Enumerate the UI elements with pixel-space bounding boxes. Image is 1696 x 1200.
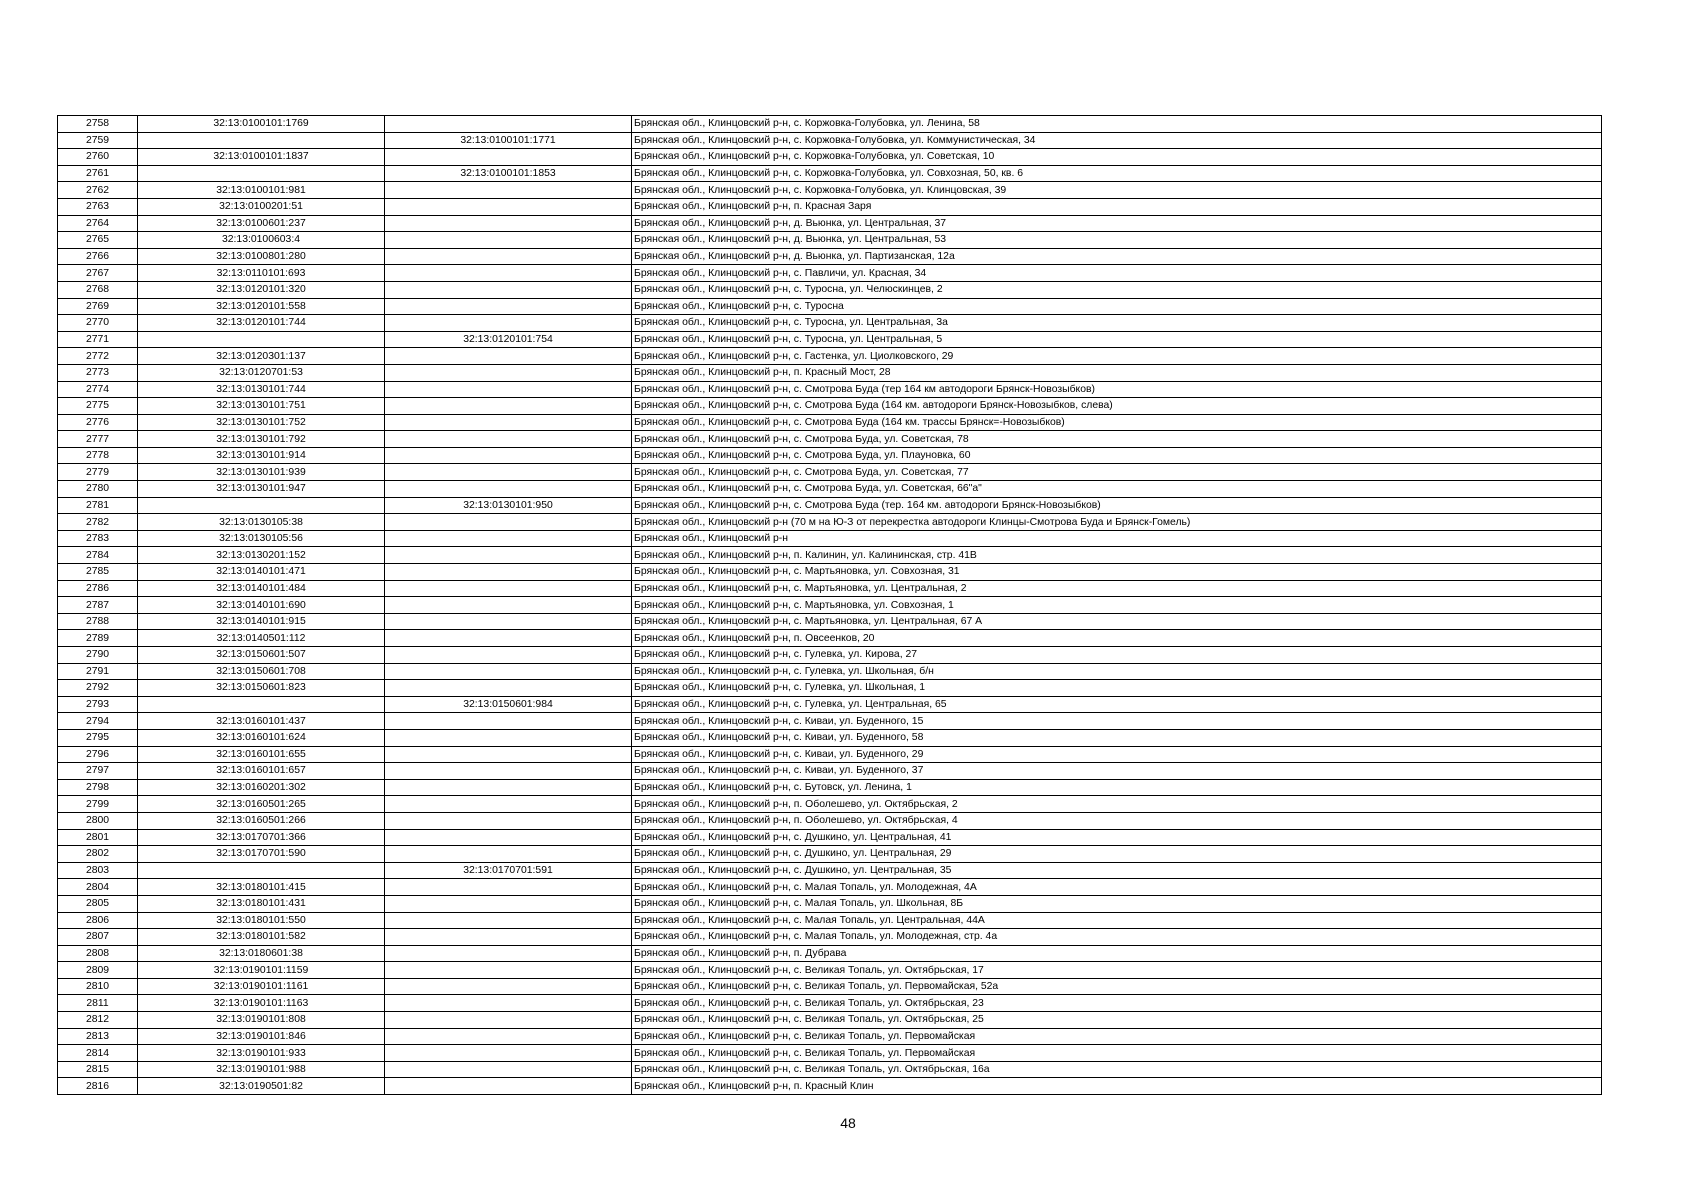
cadastral-number-cell: 32:13:0180101:431 bbox=[138, 895, 385, 912]
cadastral-number-alt-cell bbox=[385, 265, 632, 282]
address-cell: Брянская обл., Клинцовский р-н (70 м на Ю-З от перекрестка автодороги Клинцы-Смотрова Буда и Брянск-Гомель) bbox=[632, 514, 1602, 531]
table-row bbox=[58, 132, 1602, 149]
table-row bbox=[58, 763, 1602, 780]
row-number-cell: 2802 bbox=[58, 846, 138, 863]
cadastral-number-alt-cell bbox=[385, 381, 632, 398]
row-number-cell: 2767 bbox=[58, 265, 138, 282]
cadastral-number-alt-cell bbox=[385, 779, 632, 796]
cadastral-number-cell: 32:13:0140101:915 bbox=[138, 613, 385, 630]
row-number-cell: 2812 bbox=[58, 1012, 138, 1029]
cadastral-number-alt-cell bbox=[385, 962, 632, 979]
table-row bbox=[58, 381, 1602, 398]
row-number-cell: 2816 bbox=[58, 1078, 138, 1095]
cadastral-number-cell: 32:13:0100601:237 bbox=[138, 215, 385, 232]
cadastral-number-cell: 32:13:0100801:280 bbox=[138, 248, 385, 265]
cadastral-number-alt-cell bbox=[385, 763, 632, 780]
cadastral-number-cell: 32:13:0180101:582 bbox=[138, 929, 385, 946]
address-cell: Брянская обл., Клинцовский р-н, с. Душкино, ул. Центральная, 35 bbox=[632, 862, 1602, 879]
cadastral-number-cell: 32:13:0150601:823 bbox=[138, 680, 385, 697]
cadastral-number-cell: 32:13:0160101:437 bbox=[138, 713, 385, 730]
row-number-cell: 2761 bbox=[58, 165, 138, 182]
cadastral-number-alt-cell bbox=[385, 281, 632, 298]
cadastral-number-cell: 32:13:0190101:808 bbox=[138, 1012, 385, 1029]
address-cell: Брянская обл., Клинцовский р-н, с. Туросна, ул. Центральная, 3а bbox=[632, 315, 1602, 332]
cadastral-number-alt-cell bbox=[385, 298, 632, 315]
cadastral-number-cell: 32:13:0130101:947 bbox=[138, 481, 385, 498]
row-number-cell: 2788 bbox=[58, 613, 138, 630]
row-number-cell: 2810 bbox=[58, 978, 138, 995]
table-row bbox=[58, 978, 1602, 995]
cadastral-number-alt-cell bbox=[385, 663, 632, 680]
cadastral-number-cell: 32:13:0180101:415 bbox=[138, 879, 385, 896]
table-row bbox=[58, 315, 1602, 332]
row-number-cell: 2782 bbox=[58, 514, 138, 531]
row-number-cell: 2807 bbox=[58, 929, 138, 946]
cadastral-number-alt-cell: 32:13:0170701:591 bbox=[385, 862, 632, 879]
cadastral-number-alt-cell bbox=[385, 315, 632, 332]
table-row bbox=[58, 680, 1602, 697]
address-cell: Брянская обл., Клинцовский р-н, п. Калинин, ул. Калининская, стр. 41В bbox=[632, 547, 1602, 564]
table-row bbox=[58, 248, 1602, 265]
row-number-cell: 2814 bbox=[58, 1045, 138, 1062]
cadastral-number-alt-cell bbox=[385, 564, 632, 581]
table-row bbox=[58, 696, 1602, 713]
table-row bbox=[58, 713, 1602, 730]
cadastral-number-cell bbox=[138, 696, 385, 713]
address-cell: Брянская обл., Клинцовский р-н, с. Великая Топаль, ул. Первомайская bbox=[632, 1045, 1602, 1062]
address-cell: Брянская обл., Клинцовский р-н, с. Мартьяновка, ул. Центральная, 2 bbox=[632, 580, 1602, 597]
row-number-cell: 2803 bbox=[58, 862, 138, 879]
cadastral-number-alt-cell bbox=[385, 912, 632, 929]
cadastral-number-alt-cell bbox=[385, 198, 632, 215]
table-row bbox=[58, 281, 1602, 298]
table-row bbox=[58, 879, 1602, 896]
cadastral-number-alt-cell bbox=[385, 431, 632, 448]
cadastral-number-alt-cell bbox=[385, 514, 632, 531]
address-cell: Брянская обл., Клинцовский р-н, с. Гулевка, ул. Центральная, 65 bbox=[632, 696, 1602, 713]
row-number-cell: 2793 bbox=[58, 696, 138, 713]
address-cell: Брянская обл., Клинцовский р-н, с. Малая Топаль, ул. Школьная, 8Б bbox=[632, 895, 1602, 912]
cadastral-number-cell: 32:13:0160101:655 bbox=[138, 746, 385, 763]
cadastral-number-alt-cell bbox=[385, 232, 632, 249]
row-number-cell: 2808 bbox=[58, 945, 138, 962]
row-number-cell: 2759 bbox=[58, 132, 138, 149]
table-row bbox=[58, 1061, 1602, 1078]
cadastral-number-alt-cell bbox=[385, 447, 632, 464]
row-number-cell: 2811 bbox=[58, 995, 138, 1012]
cadastral-number-cell: 32:13:0130101:744 bbox=[138, 381, 385, 398]
table-row bbox=[58, 846, 1602, 863]
cadastral-number-cell bbox=[138, 331, 385, 348]
cadastral-number-alt-cell: 32:13:0150601:984 bbox=[385, 696, 632, 713]
cadastral-number-cell: 32:13:0160201:302 bbox=[138, 779, 385, 796]
address-cell: Брянская обл., Клинцовский р-н, с. Туросна, ул. Центральная, 5 bbox=[632, 331, 1602, 348]
row-number-cell: 2787 bbox=[58, 597, 138, 614]
cadastral-number-alt-cell bbox=[385, 647, 632, 664]
table-row bbox=[58, 962, 1602, 979]
table-row bbox=[58, 298, 1602, 315]
table-row bbox=[58, 597, 1602, 614]
cadastral-number-alt-cell bbox=[385, 414, 632, 431]
row-number-cell: 2815 bbox=[58, 1061, 138, 1078]
table-row bbox=[58, 929, 1602, 946]
table-row bbox=[58, 647, 1602, 664]
address-cell: Брянская обл., Клинцовский р-н, с. Малая Топаль, ул. Молодежная, 4А bbox=[632, 879, 1602, 896]
address-cell: Брянская обл., Клинцовский р-н, с. Смотрова Буда (164 км. трассы Брянск=-Новозыбков) bbox=[632, 414, 1602, 431]
row-number-cell: 2778 bbox=[58, 447, 138, 464]
cadastral-number-cell: 32:13:0130101:939 bbox=[138, 464, 385, 481]
cadastral-number-cell bbox=[138, 165, 385, 182]
cadastral-number-cell: 32:13:0190501:82 bbox=[138, 1078, 385, 1095]
address-cell: Брянская обл., Клинцовский р-н, с. Киваи, ул. Буденного, 58 bbox=[632, 729, 1602, 746]
cadastral-number-cell: 32:13:0180101:550 bbox=[138, 912, 385, 929]
cadastral-number-alt-cell bbox=[385, 995, 632, 1012]
table-row bbox=[58, 431, 1602, 448]
cadastral-number-alt-cell bbox=[385, 879, 632, 896]
cadastral-number-alt-cell bbox=[385, 530, 632, 547]
cadastral-number-alt-cell: 32:13:0100101:1853 bbox=[385, 165, 632, 182]
table-row bbox=[58, 1078, 1602, 1095]
cadastral-number-cell: 32:13:0130101:752 bbox=[138, 414, 385, 431]
row-number-cell: 2789 bbox=[58, 630, 138, 647]
table-row bbox=[58, 995, 1602, 1012]
address-cell: Брянская обл., Клинцовский р-н, с. Туросна bbox=[632, 298, 1602, 315]
cadastral-table-body bbox=[58, 116, 1602, 1095]
address-cell: Брянская обл., Клинцовский р-н, д. Вьюнка, ул. Центральная, 37 bbox=[632, 215, 1602, 232]
cadastral-number-alt-cell bbox=[385, 978, 632, 995]
row-number-cell: 2801 bbox=[58, 829, 138, 846]
address-cell: Брянская обл., Клинцовский р-н, с. Смотрова Буда, ул. Советская, 66"а" bbox=[632, 481, 1602, 498]
cadastral-number-alt-cell bbox=[385, 713, 632, 730]
cadastral-number-cell: 32:13:0120101:558 bbox=[138, 298, 385, 315]
cadastral-number-cell: 32:13:0130105:56 bbox=[138, 530, 385, 547]
cadastral-number-cell: 32:13:0130101:751 bbox=[138, 398, 385, 415]
address-cell: Брянская обл., Клинцовский р-н, с. Смотрова Буда (164 км. автодороги Брянск-Новозыбков, слева) bbox=[632, 398, 1602, 415]
address-cell: Брянская обл., Клинцовский р-н, с. Коржовка-Голубовка, ул. Советская, 10 bbox=[632, 149, 1602, 166]
cadastral-number-cell: 32:13:0150601:507 bbox=[138, 647, 385, 664]
cadastral-number-alt-cell bbox=[385, 1061, 632, 1078]
cadastral-number-alt-cell bbox=[385, 116, 632, 133]
row-number-cell: 2806 bbox=[58, 912, 138, 929]
address-cell: Брянская обл., Клинцовский р-н, с. Коржовка-Голубовка, ул. Клинцовская, 39 bbox=[632, 182, 1602, 199]
address-cell: Брянская обл., Клинцовский р-н, с. Великая Топаль, ул. Октябрьская, 17 bbox=[632, 962, 1602, 979]
address-cell: Брянская обл., Клинцовский р-н, с. Великая Топаль, ул. Первомайская, 52а bbox=[632, 978, 1602, 995]
address-cell: Брянская обл., Клинцовский р-н, п. Оболешево, ул. Октябрьская, 4 bbox=[632, 812, 1602, 829]
row-number-cell: 2781 bbox=[58, 497, 138, 514]
cadastral-number-cell: 32:13:0190101:988 bbox=[138, 1061, 385, 1078]
address-cell: Брянская обл., Клинцовский р-н, с. Смотрова Буда (тер. 164 км. автодороги Брянск-Новозыбков) bbox=[632, 497, 1602, 514]
cadastral-number-alt-cell bbox=[385, 729, 632, 746]
table-row bbox=[58, 746, 1602, 763]
address-cell: Брянская обл., Клинцовский р-н, с. Смотрова Буда, ул. Плауновка, 60 bbox=[632, 447, 1602, 464]
row-number-cell: 2795 bbox=[58, 729, 138, 746]
cadastral-number-alt-cell bbox=[385, 895, 632, 912]
table-row bbox=[58, 779, 1602, 796]
cadastral-number-alt-cell: 32:13:0130101:950 bbox=[385, 497, 632, 514]
row-number-cell: 2799 bbox=[58, 796, 138, 813]
cadastral-number-alt-cell bbox=[385, 1012, 632, 1029]
address-cell: Брянская обл., Клинцовский р-н, с. Туросна, ул. Челюскинцев, 2 bbox=[632, 281, 1602, 298]
table-row bbox=[58, 182, 1602, 199]
table-row bbox=[58, 663, 1602, 680]
cadastral-number-alt-cell bbox=[385, 215, 632, 232]
address-cell: Брянская обл., Клинцовский р-н, с. Павличи, ул. Красная, 34 bbox=[632, 265, 1602, 282]
row-number-cell: 2772 bbox=[58, 348, 138, 365]
table-row bbox=[58, 497, 1602, 514]
table-row bbox=[58, 829, 1602, 846]
page-number: 48 bbox=[840, 1115, 856, 1131]
cadastral-number-alt-cell bbox=[385, 746, 632, 763]
cadastral-number-alt-cell bbox=[385, 929, 632, 946]
row-number-cell: 2791 bbox=[58, 663, 138, 680]
address-cell: Брянская обл., Клинцовский р-н, с. Смотрова Буда (тер 164 км автодороги Брянск-Новозыбков) bbox=[632, 381, 1602, 398]
address-cell: Брянская обл., Клинцовский р-н, с. Гастенка, ул. Циолковского, 29 bbox=[632, 348, 1602, 365]
table-row bbox=[58, 1012, 1602, 1029]
table-row bbox=[58, 116, 1602, 133]
cadastral-number-cell: 32:13:0130101:792 bbox=[138, 431, 385, 448]
address-cell: Брянская обл., Клинцовский р-н, с. Киваи, ул. Буденного, 15 bbox=[632, 713, 1602, 730]
cadastral-number-cell: 32:13:0140101:471 bbox=[138, 564, 385, 581]
cadastral-number-cell: 32:13:0100101:1769 bbox=[138, 116, 385, 133]
table-row bbox=[58, 447, 1602, 464]
row-number-cell: 2758 bbox=[58, 116, 138, 133]
cadastral-number-cell: 32:13:0160501:265 bbox=[138, 796, 385, 813]
address-cell: Брянская обл., Клинцовский р-н, с. Коржовка-Голубовка, ул. Совхозная, 50, кв. 6 bbox=[632, 165, 1602, 182]
address-cell: Брянская обл., Клинцовский р-н, д. Вьюнка, ул. Партизанская, 12а bbox=[632, 248, 1602, 265]
cadastral-number-cell: 32:13:0170701:590 bbox=[138, 846, 385, 863]
row-number-cell: 2805 bbox=[58, 895, 138, 912]
cadastral-number-cell: 32:13:0100603:4 bbox=[138, 232, 385, 249]
cadastral-number-alt-cell bbox=[385, 680, 632, 697]
cadastral-number-cell: 32:13:0120701:53 bbox=[138, 364, 385, 381]
cadastral-number-alt-cell bbox=[385, 149, 632, 166]
cadastral-number-cell: 32:13:0190101:846 bbox=[138, 1028, 385, 1045]
row-number-cell: 2784 bbox=[58, 547, 138, 564]
table-row bbox=[58, 364, 1602, 381]
cadastral-number-alt-cell bbox=[385, 464, 632, 481]
address-cell: Брянская обл., Клинцовский р-н, п. Красный Мост, 28 bbox=[632, 364, 1602, 381]
cadastral-number-cell bbox=[138, 132, 385, 149]
address-cell: Брянская обл., Клинцовский р-н, с. Гулевка, ул. Школьная, б/н bbox=[632, 663, 1602, 680]
row-number-cell: 2792 bbox=[58, 680, 138, 697]
row-number-cell: 2790 bbox=[58, 647, 138, 664]
row-number-cell: 2796 bbox=[58, 746, 138, 763]
row-number-cell: 2783 bbox=[58, 530, 138, 547]
row-number-cell: 2785 bbox=[58, 564, 138, 581]
cadastral-number-cell: 32:13:0100201:51 bbox=[138, 198, 385, 215]
table-row bbox=[58, 630, 1602, 647]
cadastral-number-cell: 32:13:0160501:266 bbox=[138, 812, 385, 829]
row-number-cell: 2769 bbox=[58, 298, 138, 315]
address-cell: Брянская обл., Клинцовский р-н, с. Душкино, ул. Центральная, 29 bbox=[632, 846, 1602, 863]
cadastral-number-cell bbox=[138, 862, 385, 879]
cadastral-number-alt-cell bbox=[385, 348, 632, 365]
row-number-cell: 2768 bbox=[58, 281, 138, 298]
row-number-cell: 2766 bbox=[58, 248, 138, 265]
cadastral-number-cell: 32:13:0120101:744 bbox=[138, 315, 385, 332]
cadastral-number-cell: 32:13:0160101:624 bbox=[138, 729, 385, 746]
cadastral-number-cell: 32:13:0180601:38 bbox=[138, 945, 385, 962]
cadastral-table bbox=[57, 115, 1602, 1095]
row-number-cell: 2798 bbox=[58, 779, 138, 796]
cadastral-number-cell: 32:13:0160101:657 bbox=[138, 763, 385, 780]
row-number-cell: 2800 bbox=[58, 812, 138, 829]
cadastral-number-alt-cell bbox=[385, 481, 632, 498]
cadastral-number-alt-cell bbox=[385, 846, 632, 863]
table-row bbox=[58, 1028, 1602, 1045]
cadastral-number-alt-cell bbox=[385, 364, 632, 381]
cadastral-number-cell: 32:13:0190101:1163 bbox=[138, 995, 385, 1012]
address-cell: Брянская обл., Клинцовский р-н, с. Смотрова Буда, ул. Советская, 77 bbox=[632, 464, 1602, 481]
table-row bbox=[58, 729, 1602, 746]
table-row bbox=[58, 812, 1602, 829]
cadastral-number-cell: 32:13:0120301:137 bbox=[138, 348, 385, 365]
address-cell: Брянская обл., Клинцовский р-н, с. Смотрова Буда, ул. Советская, 78 bbox=[632, 431, 1602, 448]
table-row bbox=[58, 796, 1602, 813]
address-cell: Брянская обл., Клинцовский р-н bbox=[632, 530, 1602, 547]
address-cell: Брянская обл., Клинцовский р-н, п. Красная Заря bbox=[632, 198, 1602, 215]
cadastral-number-cell: 32:13:0190101:1161 bbox=[138, 978, 385, 995]
address-cell: Брянская обл., Клинцовский р-н, п. Оболешево, ул. Октябрьская, 2 bbox=[632, 796, 1602, 813]
table-row bbox=[58, 895, 1602, 912]
row-number-cell: 2774 bbox=[58, 381, 138, 398]
cadastral-number-cell: 32:13:0110101:693 bbox=[138, 265, 385, 282]
cadastral-number-cell: 32:13:0130101:914 bbox=[138, 447, 385, 464]
table-row bbox=[58, 1045, 1602, 1062]
row-number-cell: 2776 bbox=[58, 414, 138, 431]
table-row bbox=[58, 215, 1602, 232]
cadastral-number-alt-cell bbox=[385, 829, 632, 846]
row-number-cell: 2813 bbox=[58, 1028, 138, 1045]
table-row bbox=[58, 165, 1602, 182]
row-number-cell: 2762 bbox=[58, 182, 138, 199]
cadastral-number-cell bbox=[138, 497, 385, 514]
address-cell: Брянская обл., Клинцовский р-н, с. Бутовск, ул. Ленина, 1 bbox=[632, 779, 1602, 796]
address-cell: Брянская обл., Клинцовский р-н, с. Душкино, ул. Центральная, 41 bbox=[632, 829, 1602, 846]
address-cell: Брянская обл., Клинцовский р-н, с. Гулевка, ул. Школьная, 1 bbox=[632, 680, 1602, 697]
address-cell: Брянская обл., Клинцовский р-н, п. Овсеенков, 20 bbox=[632, 630, 1602, 647]
cadastral-number-alt-cell bbox=[385, 248, 632, 265]
cadastral-number-cell: 32:13:0130105:38 bbox=[138, 514, 385, 531]
cadastral-number-alt-cell bbox=[385, 398, 632, 415]
cadastral-number-alt-cell bbox=[385, 1045, 632, 1062]
table-row bbox=[58, 265, 1602, 282]
row-number-cell: 2777 bbox=[58, 431, 138, 448]
cadastral-number-alt-cell bbox=[385, 796, 632, 813]
cadastral-number-cell: 32:13:0150601:708 bbox=[138, 663, 385, 680]
row-number-cell: 2794 bbox=[58, 713, 138, 730]
row-number-cell: 2780 bbox=[58, 481, 138, 498]
table-row bbox=[58, 912, 1602, 929]
cadastral-number-cell: 32:13:0140101:690 bbox=[138, 597, 385, 614]
address-cell: Брянская обл., Клинцовский р-н, п. Дубрава bbox=[632, 945, 1602, 962]
address-cell: Брянская обл., Клинцовский р-н, с. Киваи, ул. Буденного, 37 bbox=[632, 763, 1602, 780]
row-number-cell: 2760 bbox=[58, 149, 138, 166]
row-number-cell: 2775 bbox=[58, 398, 138, 415]
address-cell: Брянская обл., Клинцовский р-н, с. Коржовка-Голубовка, ул. Коммунистическая, 34 bbox=[632, 132, 1602, 149]
cadastral-number-alt-cell bbox=[385, 812, 632, 829]
cadastral-number-cell: 32:13:0140501:112 bbox=[138, 630, 385, 647]
row-number-cell: 2779 bbox=[58, 464, 138, 481]
row-number-cell: 2763 bbox=[58, 198, 138, 215]
table-row bbox=[58, 149, 1602, 166]
row-number-cell: 2771 bbox=[58, 331, 138, 348]
address-cell: Брянская обл., Клинцовский р-н, с. Великая Топаль, ул. Октябрьская, 25 bbox=[632, 1012, 1602, 1029]
cadastral-number-cell: 32:13:0190101:1159 bbox=[138, 962, 385, 979]
address-cell: Брянская обл., Клинцовский р-н, с. Мартьяновка, ул. Совхозная, 31 bbox=[632, 564, 1602, 581]
table-row bbox=[58, 331, 1602, 348]
address-cell: Брянская обл., Клинцовский р-н, с. Мартьяновка, ул. Совхозная, 1 bbox=[632, 597, 1602, 614]
row-number-cell: 2797 bbox=[58, 763, 138, 780]
cadastral-number-alt-cell bbox=[385, 580, 632, 597]
table-row bbox=[58, 348, 1602, 365]
cadastral-number-cell: 32:13:0100101:981 bbox=[138, 182, 385, 199]
cadastral-number-cell: 32:13:0130201:152 bbox=[138, 547, 385, 564]
cadastral-number-alt-cell bbox=[385, 630, 632, 647]
table-row bbox=[58, 481, 1602, 498]
table-row bbox=[58, 464, 1602, 481]
table-row bbox=[58, 198, 1602, 215]
row-number-cell: 2765 bbox=[58, 232, 138, 249]
cadastral-number-cell: 32:13:0140101:484 bbox=[138, 580, 385, 597]
cadastral-number-cell: 32:13:0170701:366 bbox=[138, 829, 385, 846]
address-cell: Брянская обл., Клинцовский р-н, с. Мартьяновка, ул. Центральная, 67 А bbox=[632, 613, 1602, 630]
row-number-cell: 2786 bbox=[58, 580, 138, 597]
row-number-cell: 2809 bbox=[58, 962, 138, 979]
table-row bbox=[58, 530, 1602, 547]
cadastral-number-cell: 32:13:0100101:1837 bbox=[138, 149, 385, 166]
address-cell: Брянская обл., Клинцовский р-н, с. Малая Топаль, ул. Молодежная, стр. 4а bbox=[632, 929, 1602, 946]
cadastral-number-alt-cell bbox=[385, 945, 632, 962]
table-row bbox=[58, 414, 1602, 431]
address-cell: Брянская обл., Клинцовский р-н, с. Малая Топаль, ул. Центральная, 44А bbox=[632, 912, 1602, 929]
table-row bbox=[58, 945, 1602, 962]
cadastral-number-cell: 32:13:0120101:320 bbox=[138, 281, 385, 298]
cadastral-number-cell: 32:13:0190101:933 bbox=[138, 1045, 385, 1062]
address-cell: Брянская обл., Клинцовский р-н, с. Великая Топаль, ул. Октябрьская, 23 bbox=[632, 995, 1602, 1012]
cadastral-number-alt-cell bbox=[385, 597, 632, 614]
table-row bbox=[58, 564, 1602, 581]
row-number-cell: 2773 bbox=[58, 364, 138, 381]
table-row bbox=[58, 514, 1602, 531]
table-row bbox=[58, 232, 1602, 249]
cadastral-number-alt-cell bbox=[385, 182, 632, 199]
address-cell: Брянская обл., Клинцовский р-н, с. Гулевка, ул. Кирова, 27 bbox=[632, 647, 1602, 664]
address-cell: Брянская обл., Клинцовский р-н, с. Великая Топаль, ул. Октябрьская, 16а bbox=[632, 1061, 1602, 1078]
address-cell: Брянская обл., Клинцовский р-н, с. Коржовка-Голубовка, ул. Ленина, 58 bbox=[632, 116, 1602, 133]
cadastral-number-alt-cell: 32:13:0100101:1771 bbox=[385, 132, 632, 149]
table-row bbox=[58, 580, 1602, 597]
cadastral-number-alt-cell bbox=[385, 1028, 632, 1045]
table-row bbox=[58, 862, 1602, 879]
row-number-cell: 2770 bbox=[58, 315, 138, 332]
row-number-cell: 2764 bbox=[58, 215, 138, 232]
address-cell: Брянская обл., Клинцовский р-н, п. Красный Клин bbox=[632, 1078, 1602, 1095]
address-cell: Брянская обл., Клинцовский р-н, с. Киваи, ул. Буденного, 29 bbox=[632, 746, 1602, 763]
table-row bbox=[58, 398, 1602, 415]
address-cell: Брянская обл., Клинцовский р-н, с. Великая Топаль, ул. Первомайская bbox=[632, 1028, 1602, 1045]
cadastral-number-alt-cell bbox=[385, 613, 632, 630]
table-row bbox=[58, 613, 1602, 630]
cadastral-number-alt-cell bbox=[385, 1078, 632, 1095]
table-row bbox=[58, 547, 1602, 564]
address-cell: Брянская обл., Клинцовский р-н, д. Вьюнка, ул. Центральная, 53 bbox=[632, 232, 1602, 249]
row-number-cell: 2804 bbox=[58, 879, 138, 896]
cadastral-number-alt-cell: 32:13:0120101:754 bbox=[385, 331, 632, 348]
cadastral-number-alt-cell bbox=[385, 547, 632, 564]
